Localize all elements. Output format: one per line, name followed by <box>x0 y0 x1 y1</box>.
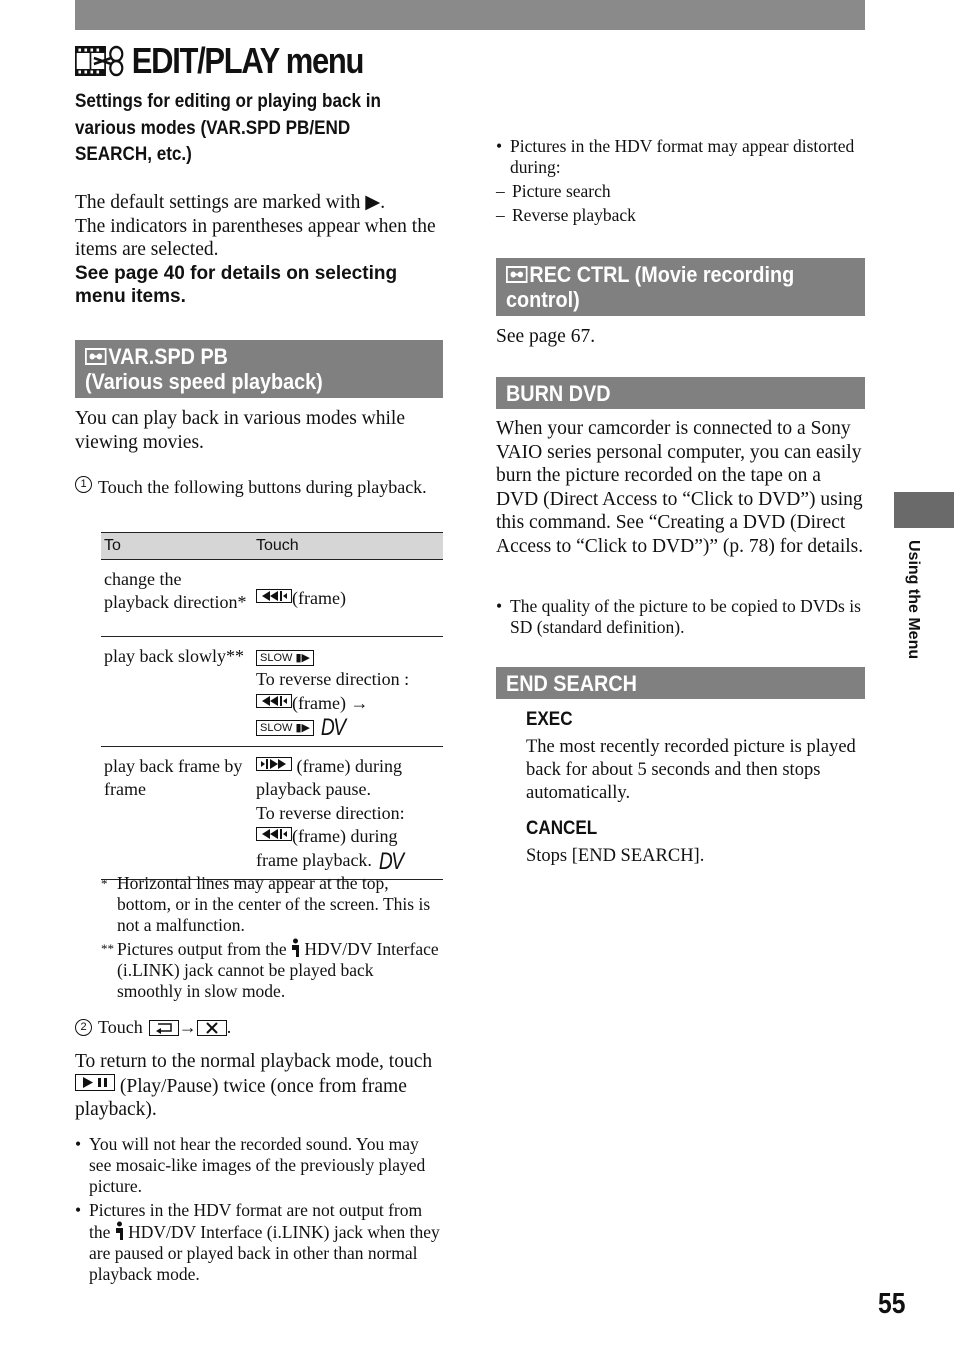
section-heading-end-search: END SEARCH <box>496 667 865 699</box>
slow-button[interactable]: SLOW ▮▶ <box>256 720 314 736</box>
row2-touch-b: (frame) → <box>292 692 369 713</box>
default-note: The default settings are marked with ▶. <box>75 192 386 213</box>
rec-ctrl-text: See page 67. <box>496 326 596 347</box>
close-button[interactable] <box>197 1020 227 1036</box>
cancel-label: CANCEL <box>526 818 598 839</box>
row3-touch-b: To reverse direction: <box>256 802 405 823</box>
row1-touch: (frame) <box>292 587 346 608</box>
step-1 <box>75 476 443 500</box>
table-header-touch: Touch <box>253 533 443 560</box>
header-bar <box>75 0 865 30</box>
row1-to: change the playback direction* <box>101 559 253 636</box>
dv-mark: DV <box>379 847 403 875</box>
side-tab-marker <box>894 492 954 528</box>
list-item: – Picture search <box>496 181 864 202</box>
table-row <box>101 559 443 636</box>
footnotes <box>101 873 443 1002</box>
slow-label: SLOW <box>260 651 293 664</box>
section-heading-rec-ctrl <box>496 258 865 316</box>
see-page-note: See page 40 for details on selecting menu items. <box>75 262 398 307</box>
list-item: • You will not hear the recorded sound. You may see mosaic-like images of the previously played picture. <box>75 1134 443 1197</box>
indicators-note: The indicators in parentheses appear when the items are selected. <box>75 215 436 260</box>
frame-forward-icon <box>260 758 288 770</box>
footnote-2: ** Pictures output from the HDV/DV Interface (i.LINK) jack cannot be played back smoothly in slow mode. <box>101 939 439 1001</box>
return-icon <box>154 1022 174 1034</box>
dv-mark: DV <box>321 714 345 741</box>
list-item: • Pictures in the HDV format are not output from the HDV/DV Interface (i.LINK) jack when they are paused or played back in other than normal playback mode. <box>75 1200 443 1285</box>
table-header-to: To <box>101 533 253 560</box>
slow-button[interactable]: SLOW ▮▶ <box>256 650 314 666</box>
frame-reverse-icon <box>260 828 288 840</box>
burn-dvd-text: When your camcorder is connected to a Sony VAIO series personal computer, you can easily burn the picture recorded on the tape on a DVD (Direct Access to “Click to DVD”) using this command. See “Creating a DVD (Direct Access to “Click to DVD”)” (p. 78) for details. <box>496 418 864 557</box>
frame-reverse-button[interactable] <box>256 827 292 841</box>
film-scissors-icon <box>75 44 128 78</box>
step-1-number: 1 <box>75 476 92 493</box>
row3-touch-a: (frame) during playback pause. <box>256 755 402 799</box>
table-row <box>101 746 443 880</box>
close-icon <box>204 1022 220 1034</box>
step-1-text: Touch the following buttons during playback. <box>98 477 427 497</box>
exec-label: EXEC <box>526 709 573 730</box>
burn-dvd-note <box>496 596 864 638</box>
frame-forward-button[interactable] <box>256 757 292 771</box>
row2-to: play back slowly** <box>101 636 253 746</box>
step-2-text: Touch <box>98 1017 143 1037</box>
return-button[interactable] <box>149 1020 179 1036</box>
ilink-icon <box>291 938 300 958</box>
exec-text: The most recently recorded picture is played back for about 5 seconds and then stops automatically. <box>526 737 856 803</box>
var-spd-heading-line2: (Various speed playback) <box>85 369 323 394</box>
list-item: – Reverse playback <box>496 205 864 226</box>
page-title <box>75 38 363 84</box>
page-title-text: EDIT/PLAY menu <box>131 40 364 81</box>
play-pause-button[interactable] <box>75 1074 115 1091</box>
section-heading-burn-dvd: BURN DVD <box>496 377 865 409</box>
arrow-right-icon: → <box>178 1017 197 1037</box>
frame-reverse-button[interactable] <box>256 694 292 708</box>
var-spd-intro: You can play back in various modes while viewing movies. <box>75 408 406 453</box>
rec-ctrl-heading: REC CTRL (Movie recording control) <box>506 262 795 312</box>
cancel-text: Stops [END SEARCH]. <box>526 846 705 866</box>
row2-touch-a: To reverse direction : <box>256 669 410 689</box>
slow-label: SLOW <box>260 722 293 734</box>
footnote-1: * Horizontal lines may appear at the top, bottom, or in the center of the screen. This is not a malfunction. <box>101 873 431 935</box>
return-note: To return to the normal playback mode, touch (Play/Pause) twice (once from frame playback). <box>75 1051 433 1120</box>
section-heading-var-spd <box>75 340 443 398</box>
frame-reverse-icon <box>260 695 288 707</box>
hdv-distortion-note <box>496 136 864 226</box>
step-2: 2 Touch → . <box>75 1016 443 1039</box>
frame-reverse-button[interactable] <box>256 589 292 603</box>
side-label: Using the Menu <box>905 540 922 660</box>
page-number: 55 <box>878 1288 906 1320</box>
step-2-number: 2 <box>75 1019 92 1036</box>
var-spd-bullets <box>75 1134 443 1285</box>
var-spd-heading-line1: VAR.SPD PB <box>108 344 228 369</box>
table-row <box>101 636 443 746</box>
list-item: • Pictures in the HDV format may appear distorted during: <box>496 136 864 178</box>
play-pause-icon <box>81 1076 109 1089</box>
intro-block <box>75 191 445 309</box>
subheading: Settings for editing or playing back in various modes (VAR.SPD PB/END SEARCH, etc.) <box>75 91 381 165</box>
touch-table <box>101 532 443 880</box>
frame-reverse-icon <box>260 590 288 602</box>
list-item: • The quality of the picture to be copied to DVDs is SD (standard definition). <box>496 596 864 638</box>
end-search-options <box>526 708 864 868</box>
row3-touch-c: (frame) during frame playback. <box>256 826 398 870</box>
tape-icon <box>506 266 528 283</box>
tape-icon <box>85 348 107 365</box>
row3-to: play back frame by frame <box>101 746 253 880</box>
ilink-icon <box>115 1221 124 1241</box>
